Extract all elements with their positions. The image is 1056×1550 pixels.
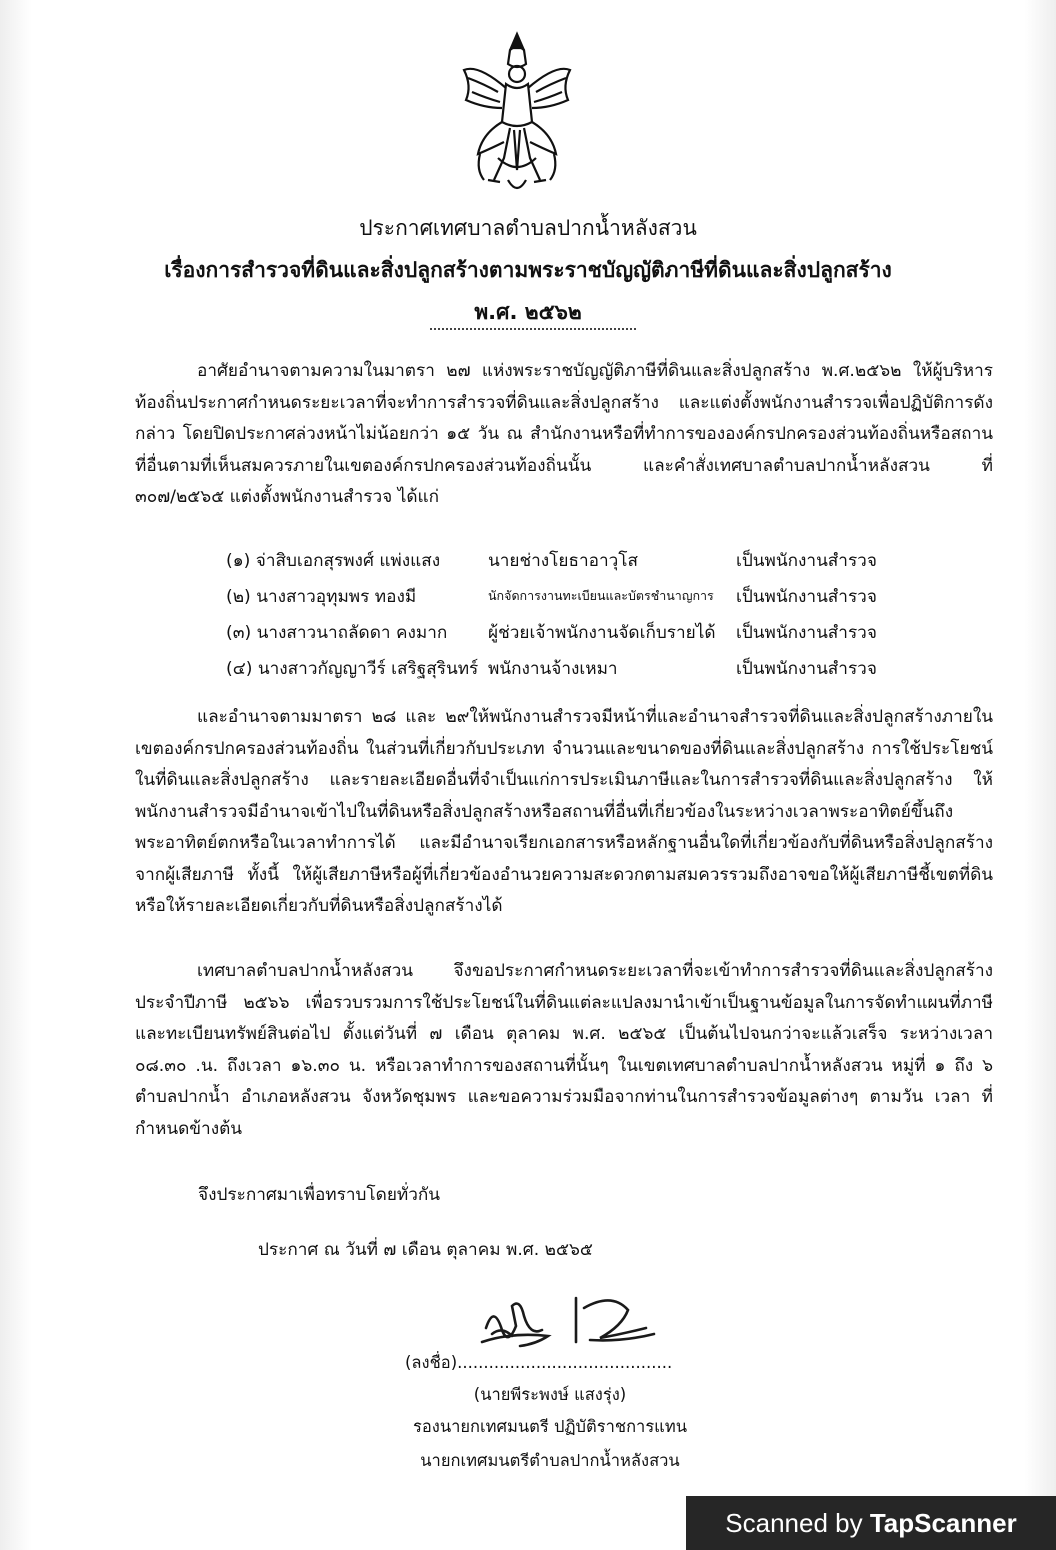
officer-name: (๒) นางสาวอุทุมพร ทองมี xyxy=(226,587,417,607)
announcement-year: พ.ศ. ๒๕๖๒ xyxy=(474,300,582,324)
signer-title: รองนายกเทศมนตรี ปฏิบัติราชการแทน xyxy=(413,1417,687,1436)
officer-row xyxy=(226,546,1006,582)
officer-name: (๔) นางสาวกัญญาวีร์ เสริฐสุรินทร์ xyxy=(226,659,479,679)
signer-name: (นายพีระพงษ์ แสงรุ่ง) xyxy=(473,1385,627,1404)
paragraph-schedule-text: เทศบาลตำบลปากน้ำหลังสวน จึงขอประกาศกำหนดระยะเวลาที่จะเข้าทำการสำรวจที่ดินและสิ่งปลูกสร้างประจำปีภาษี ๒๕๖๖ เพื่อรวบรวมการใช้ประโยชน์ในที่ดินแต่ละแปลงมานำเข้าเป็นฐานข้อมูลในการจัดทำแผนที่ภาษีและทะเบียนทรัพย์สินต่อไป ตั้งแต่วันที่ ๗ เดือน ตุลาคม พ.ศ. ๒๕๖๕ เป็นต้นไปจนกว่าจะแล้วเสร็จ ระหว่างเวลา ๐๘.๓๐ .น. ถึงเวลา ๑๖.๓๐ น. หรือเวลาทำการของสถานที่นั้นๆ ในเขตเทศบาลตำบลปากน้ำหลังสวน หมู่ที่ ๑ ถึง ๖ ตำบลปากน้ำ อำเภอหลังสวน จังหวัดชุมพร และขอความร่วมมือจากท่านในการสำรวจข้อมูลต่างๆ ตามวัน เวลา ที่กำหนดข้างต้น xyxy=(135,961,993,1139)
paragraph-schedule xyxy=(135,956,993,1145)
closing-statement: จึงประกาศมาเพื่อทราบโดยทั่วกัน xyxy=(198,1185,441,1205)
officer-name: (๓) นางสาวนาถลัดดา คงมาก xyxy=(226,623,448,643)
watermark-brand: TapScanner xyxy=(869,1508,1017,1538)
announcement-title: ประกาศเทศบาลตำบลปากน้ำหลังสวน xyxy=(359,216,697,240)
scanner-watermark xyxy=(686,1496,1056,1550)
officer-position: พนักงานจ้างเหมา xyxy=(488,659,618,679)
announcement-date: ประกาศ ณ วันที่ ๗ เดือน ตุลาคม พ.ศ. ๒๕๖๕ xyxy=(258,1240,593,1260)
officer-position: นายช่างโยธาอาวุโส xyxy=(488,551,638,571)
signature-line: (ลงชื่อ)......................................... xyxy=(405,1353,673,1372)
announcement-subject: เรื่องการสำรวจที่ดินและสิ่งปลูกสร้างตามพระราชบัญญัติภาษีที่ดินและสิ่งปลูกสร้าง xyxy=(164,258,892,282)
officer-name: (๑) จ่าสิบเอกสุรพงศ์ แพ่งแสง xyxy=(226,551,441,571)
officer-row xyxy=(226,654,1006,690)
title-divider xyxy=(430,328,636,330)
officer-role: เป็นพนักงานสำรวจ xyxy=(736,587,877,607)
paragraph-duties xyxy=(135,702,993,923)
officer-list xyxy=(226,546,1006,690)
officer-role: เป็นพนักงานสำรวจ xyxy=(736,623,877,643)
paragraph-authority xyxy=(135,356,993,514)
officer-role: เป็นพนักงานสำรวจ xyxy=(736,551,877,571)
paragraph-duties-text: และอำนาจตามมาตรา ๒๘ และ ๒๙ให้พนักงานสำรวจมีหน้าที่และอำนาจสำรวจที่ดินและสิ่งปลูกสร้างภายในเขตองค์กรปกครองส่วนท้องถิ่น ในส่วนที่เกี่ยวกับประเภท จำนวนและขนาดของที่ดินและสิ่งปลูกสร้าง การใช้ประโยชน์ในที่ดินและสิ่งปลูกสร้าง และรายละเอียดอื่นที่จำเป็นแก่การประเมินภาษีและในการสำรวจที่ดินและสิ่งปลูกสร้าง ให้พนักงานสำรวจมีอำนาจเข้าไปในที่ดินหรือสิ่งปลูกสร้างหรือสถานที่อื่นที่เกี่ยวข้องในระหว่างเวลาพระอาทิตย์ขึ้นถึงพระอาทิตย์ตกหรือในเวลาทำการได้ และมีอำนาจเรียกเอกสารหรือหลักฐานอื่นใดที่เกี่ยวข้องกับที่ดินหรือสิ่งปลูกสร้างจากผู้เสียภาษี ทั้งนี้ ให้ผู้เสียภาษีหรือผู้ที่เกี่ยวข้องอำนวยความสะดวกตามสมควรรวมถึงอาจขอให้ผู้เสียภาษีชี้เขตที่ดินหรือให้รายละเอียดเกี่ยวกับที่ดินหรือสิ่งปลูกสร้างได้ xyxy=(135,707,993,916)
paragraph-authority-text: อาศัยอำนาจตามความในมาตรา ๒๗ แห่งพระราชบัญญัติภาษีที่ดินและสิ่งปลูกสร้าง พ.ศ.๒๕๖๒ ให้ผู้บริหารท้องถิ่นประกาศกำหนดระยะเวลาที่จะทำการสำรวจที่ดินและสิ่งปลูกสร้าง และแต่งตั้งพนักงานสำรวจเพื่อปฏิบัติการดังกล่าว โดยปิดประกาศล่วงหน้าไม่น้อยกว่า ๑๕ วัน ณ สำนักงานหรือที่ทำการขององค์กรปกครองส่วนท้องถิ่นหรือสถานที่อื่นตามที่เห็นสมควรภายในเขตองค์กรปกครองส่วนท้องถิ่นนั้น และคำสั่งเทศบาลตำบลปากน้ำหลังสวน ที่ ๓๐๗/๒๕๖๕ แต่งตั้งพนักงานสำรวจ ได้แก่ xyxy=(135,361,993,507)
officer-position: นักจัดการงานทะเบียนและบัตรชำนาญการ xyxy=(488,588,714,603)
officer-role: เป็นพนักงานสำรวจ xyxy=(736,659,877,679)
officer-row xyxy=(226,618,1006,654)
signer-organization: นายกเทศมนตรีตำบลปากน้ำหลังสวน xyxy=(420,1451,680,1470)
garuda-emblem-icon xyxy=(458,30,576,200)
officer-row xyxy=(226,582,1006,618)
watermark-prefix: Scanned by xyxy=(725,1508,870,1538)
officer-position: ผู้ช่วยเจ้าพนักงานจัดเก็บรายได้ xyxy=(488,623,716,643)
